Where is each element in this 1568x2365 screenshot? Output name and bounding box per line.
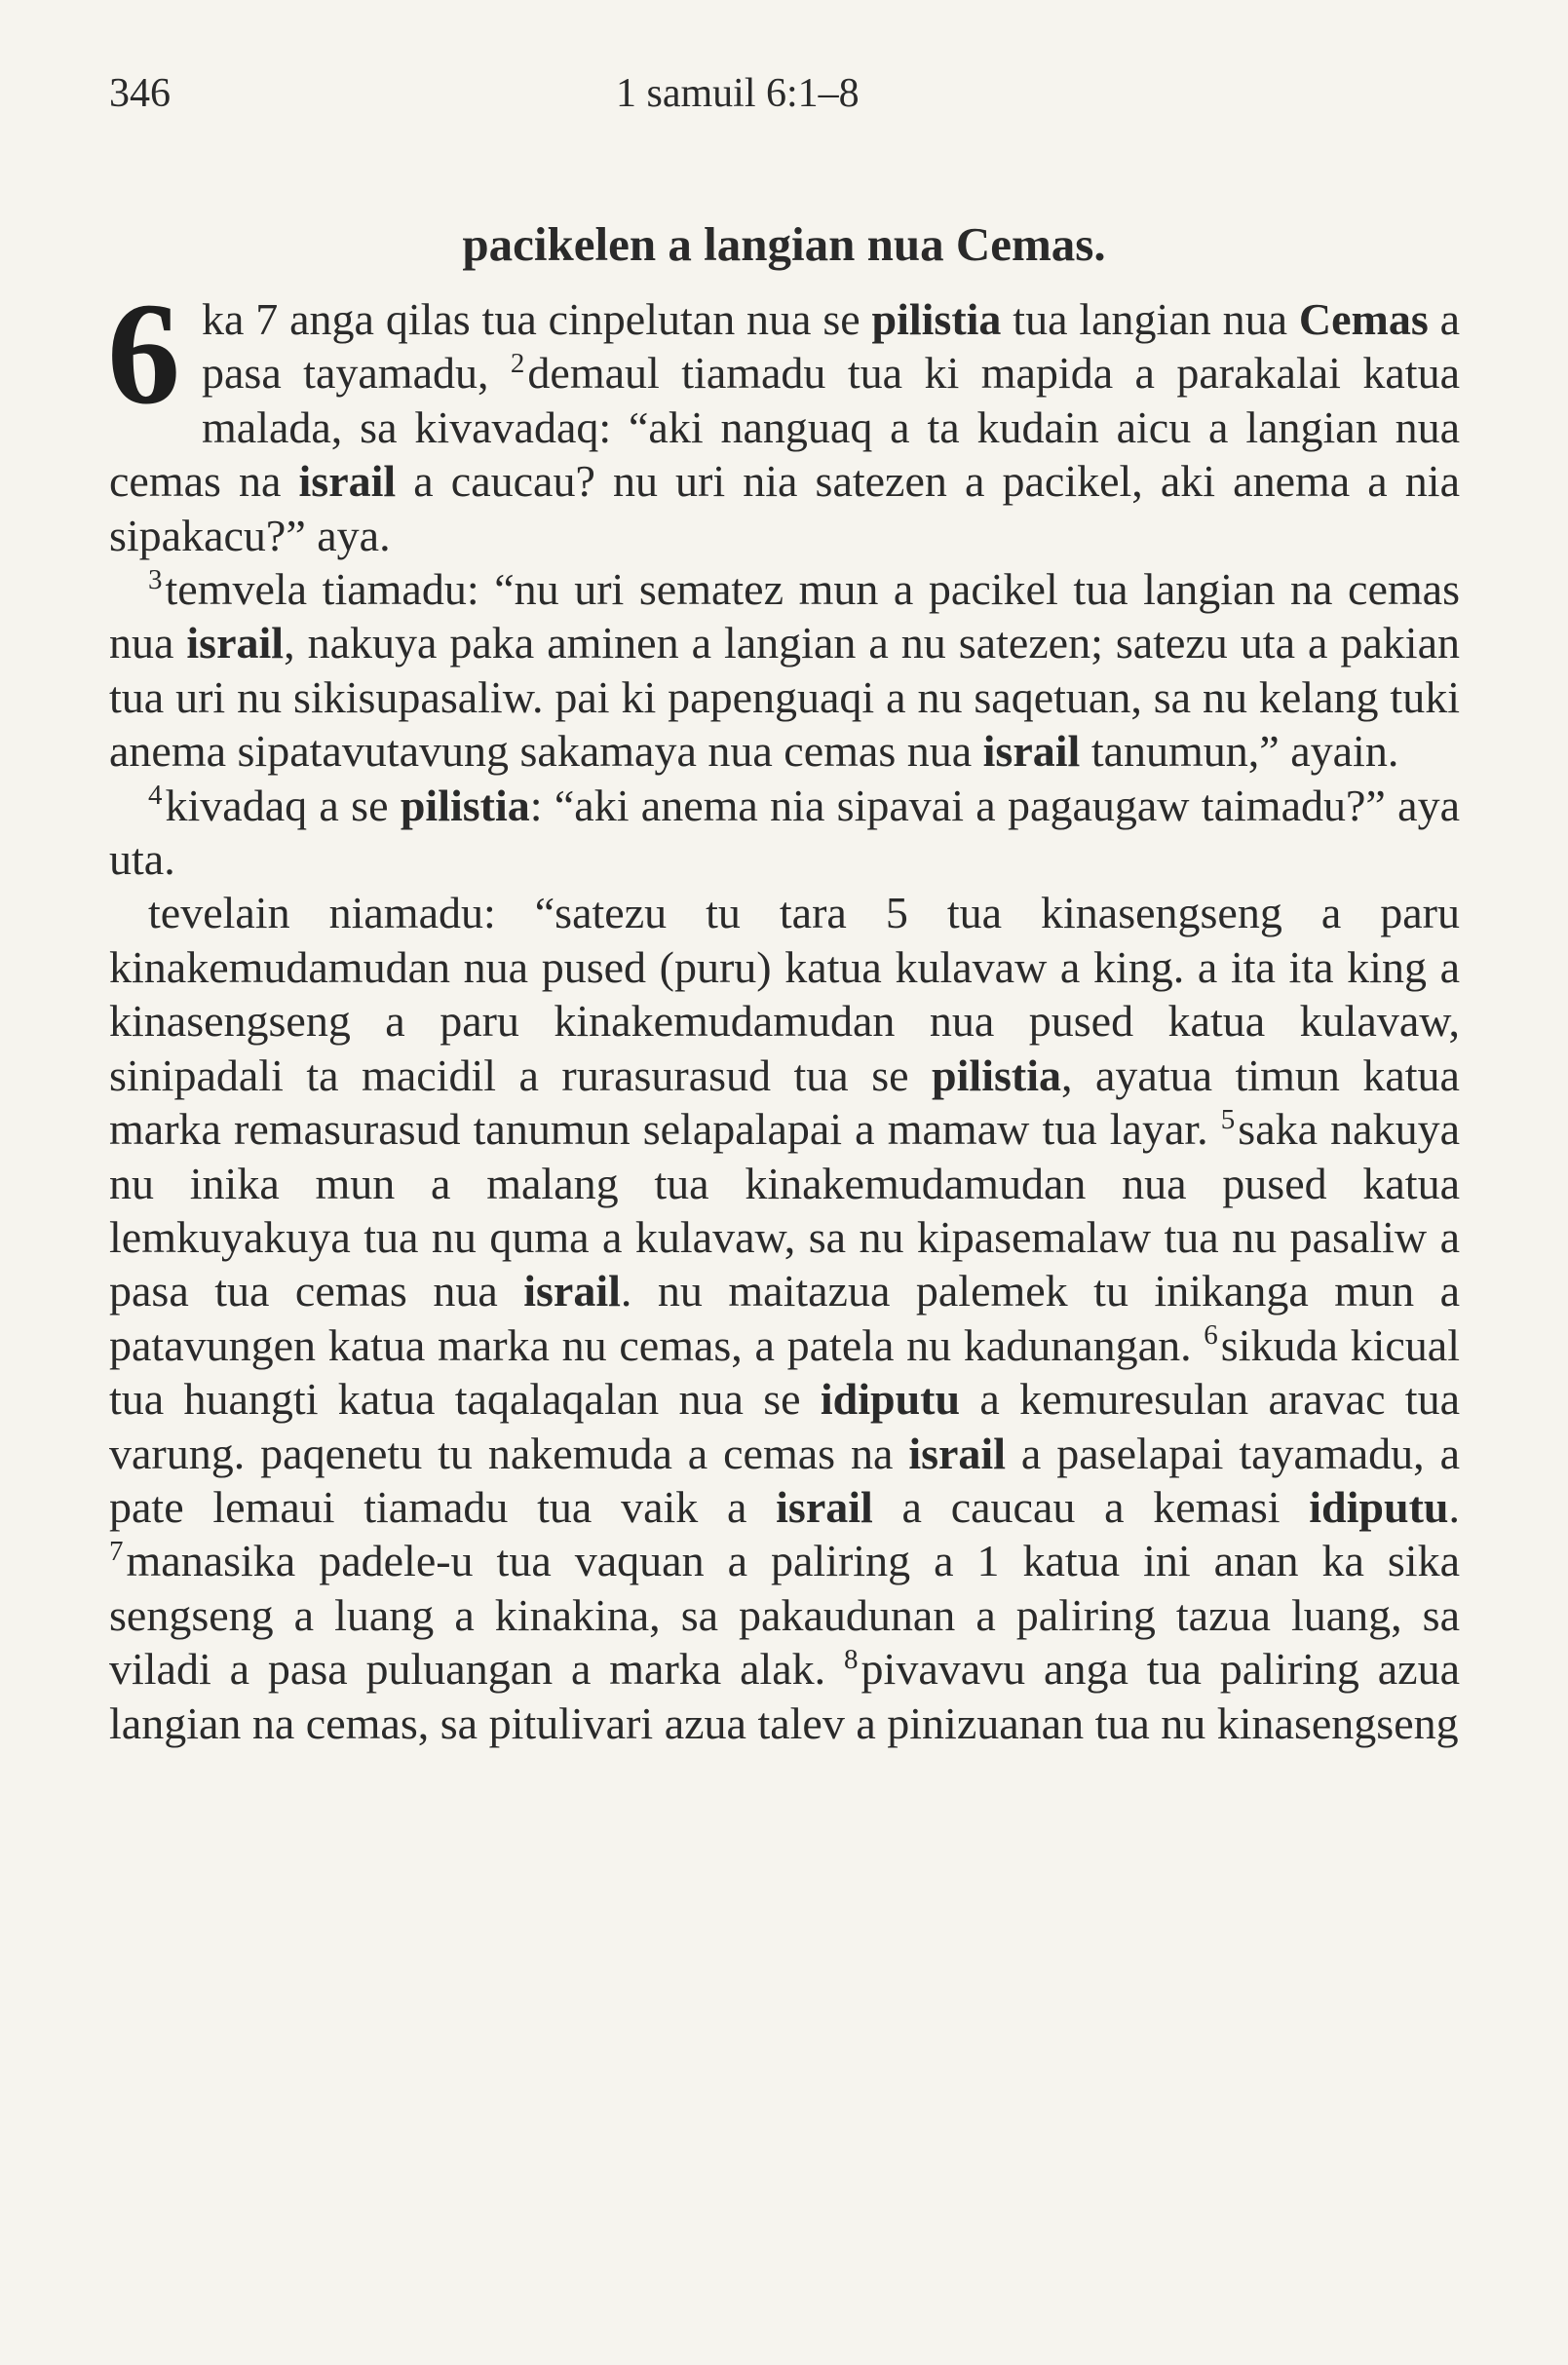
name-israil: israil [908,1428,1006,1478]
verse-number: 3 [148,563,163,595]
verse-1-text: tua langian nua [1001,294,1299,344]
verse-number: 8 [844,1643,859,1675]
verse-6-text: a kemuresulan aravac tua varung. paqenetu tu nakemuda a cemas na [109,1374,1461,1478]
verse-6-text: . [1448,1481,1460,1532]
section-heading: pacikelen a langian nua Cemas. [462,217,1106,271]
verse-1-text: a pasa tayamadu, [202,294,1461,399]
verse-number: 7 [109,1536,124,1568]
verse-number: 2 [510,348,525,380]
name-israil: israil [298,456,397,507]
verse-3-text: , nakuya paka aminen a langian a nu satezen; satezu uta a pakian tua uri nu sikisupasaliw. pai ki papenguaqi a nu saqetuan, sa nu kelang tuki anema sipatavutavung sakamaya nua cemas nua [109,618,1460,777]
verse-1-text: ka 7 anga qilas tua cinpelutan nua se [202,294,872,344]
verse-6-text: sikuda kicual tua huangti katua taqalaqalan nua se [109,1319,1460,1425]
verse-number: 5 [1220,1103,1236,1135]
paragraph-verses-4b-8 [109,886,1460,1750]
verse-6-text: a paselapai tayamadu, a pate lemaui tiamadu tua vaik a [109,1428,1460,1532]
paragraph-verse-3 [109,562,1460,779]
name-pilistia: pilistia [400,780,530,830]
page-header [109,70,1459,129]
name-idiputu: idiputu [1309,1481,1449,1532]
verse-5-text: saka nakuya nu inika mun a malang tua kinakemudamudan nua pused katua lemkuyakuya tua nu quma a kulavaw, sa nu kipasemalaw tua nu pasaliw a pasa tua cemas nua [109,1104,1460,1316]
verse-number: 6 [1204,1319,1218,1352]
name-israil: israil [776,1481,873,1532]
paragraph-verse-4a [109,779,1460,887]
running-title: 1 samuil 6:1–8 [616,71,860,116]
verse-4-text: tevelain niamadu: “satezu tu tara 5 tua kinasengseng a paru kinakemudamudan nua pused (puru) katua kulavaw a king. a ita ita king a kinasengseng a paru kinakemudamudan nua pused katua kulavaw, sinipadali ta macidil a rurasurasud tua se [109,888,1460,1100]
name-pilistia: pilistia [932,1049,1061,1100]
verse-4-text: : “aki anema nia sipavai a pagaugaw taimadu?” aya uta. [109,780,1460,885]
verse-number: 4 [148,780,163,812]
verse-5-text: . nu maitazua palemek tu inikanga mun a patavungen katua marka nu cemas, a patela nu kadunangan. [109,1266,1460,1370]
verse-2-text: a caucau? nu uri nia satezen a pacikel, aki anema a nia sipakacu?” aya. [109,456,1460,560]
verse-4-text: , ayatua timun katua marka remasurasud tanumun selapalapai a mamaw tua layar. [109,1049,1460,1155]
page-number: 346 [109,71,171,116]
verse-7-text: manasika padele-u tua vaquan a paliring a 1 katua ini anan ka sika sengseng a luang a kinakina, sa pakaudunan a paliring tazua luang, sa viladi a pasa puluangan a marka alak. [109,1536,1460,1695]
name-idiputu: idiputu [820,1374,961,1425]
chapter-number: 6 [107,273,180,435]
scripture-text [107,273,1461,1750]
verse-4-text: kivadaq a se [165,780,401,830]
verse-2-text: demaul tiamadu tua ki mapida a parakalai katua malada, sa kivavadaq: “aki nanguaq a ta kudain aicu a langian nua cemas na [109,348,1460,507]
verse-3-text: tanumun,” ayain. [1080,726,1399,777]
name-pilistia: pilistia [871,294,1002,344]
name-israil: israil [186,618,285,668]
paragraph-verses-1-2 [107,273,1461,562]
verse-6-text: a caucau a kemasi [872,1481,1310,1532]
name-israil: israil [982,726,1081,777]
verse-8-text: pivavavu anga tua paliring azua langian na cemas, sa pitulivari azua talev a pinizuanan tua nu kinasengseng [109,1644,1460,1748]
name-cemas: Cemas [1298,294,1429,344]
verse-3-text: temvela tiamadu: “nu uri sematez mun a pacikel tua langian na cemas nua [109,564,1460,668]
name-israil: israil [523,1266,621,1316]
